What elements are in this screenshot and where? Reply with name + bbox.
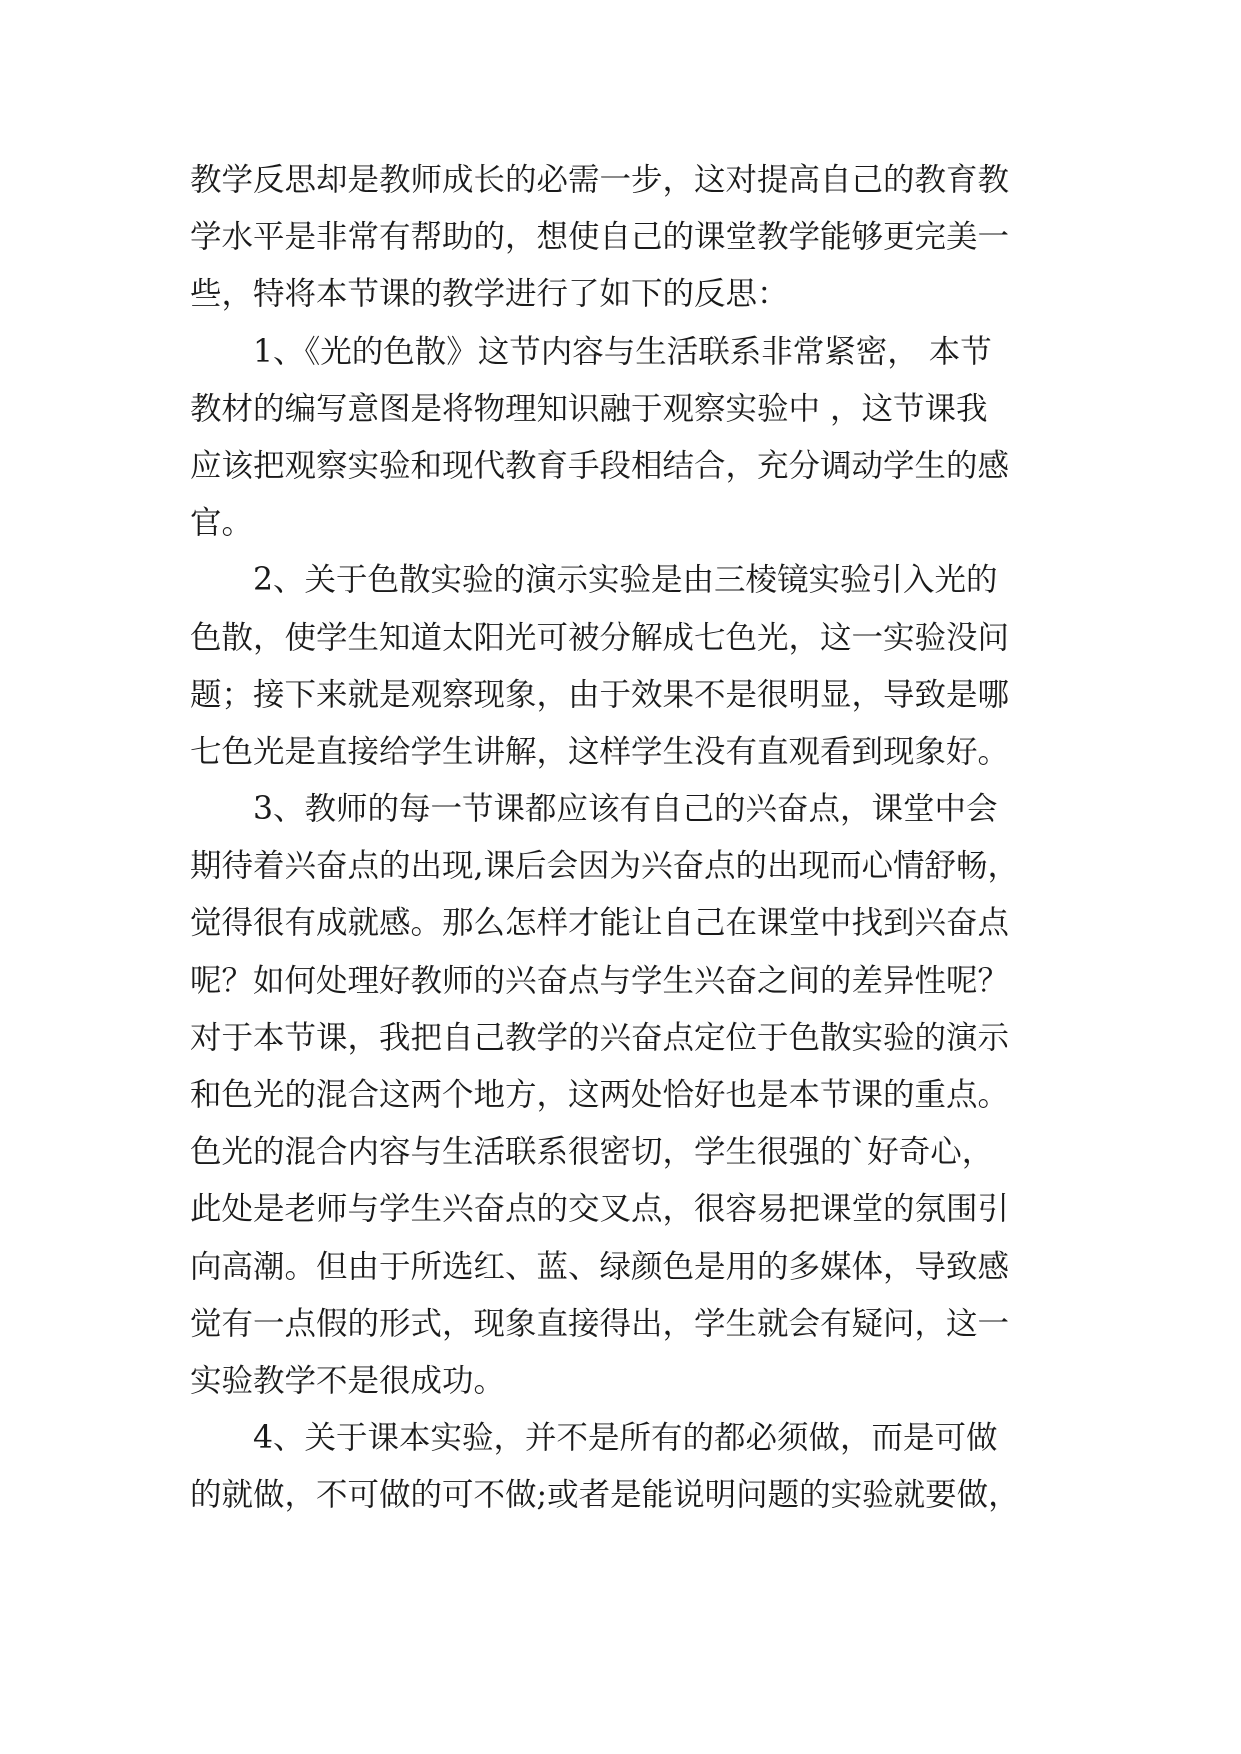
text-line: 期待着兴奋点的出现,课后会因为兴奋点的出现而心情舒畅， <box>190 848 1020 885</box>
text-line: 呢？如何处理好教师的兴奋点与学生兴奋之间的差异性呢？ <box>190 962 1010 999</box>
text-line: 2、关于色散实验的演示实验是由三棱镜实验引入光的 <box>253 562 998 599</box>
paragraph-1 <box>190 324 1070 553</box>
paragraph-intro <box>190 152 1070 324</box>
paragraph-2 <box>190 552 1070 781</box>
text-line: 教材的编写意图是将物理知识融于观察实验中 ，这节课我 <box>190 390 988 427</box>
text-line: 向高潮。但由于所选红、蓝、绿颜色是用的多媒体，导致感 <box>190 1248 1010 1285</box>
text-line: 题；接下来就是观察现象，由于效果不是很明显，导致是哪 <box>190 676 1010 713</box>
text-line: 教学反思却是教师成长的必需一步，这对提高自己的教育教 <box>190 162 1010 198</box>
text-line: 实验教学不是很成功。 <box>190 1362 506 1399</box>
paragraph-3 <box>190 781 1070 1410</box>
text-line: 4、关于课本实验，并不是所有的都必须做，而是可做 <box>253 1420 998 1457</box>
text-line: 学水平是非常有帮助的，想使自己的课堂教学能够更完美一 <box>190 219 1010 256</box>
text-line: 应该把观察实验和现代教育手段相结合，充分调动学生的感 <box>190 447 1010 484</box>
text-line: 此处是老师与学生兴奋点的交叉点，很容易把课堂的氛围引 <box>190 1191 1010 1228</box>
text-line: 七色光是直接给学生讲解，这样学生没有直观看到现象好。 <box>190 733 1010 770</box>
text-line: 的就做，不可做的可不做;或者是能说明问题的实验就要做， <box>190 1477 1020 1514</box>
text-line: 官。 <box>190 505 254 542</box>
text-line: 色光的混合内容与生活联系很密切，学生很强的`好奇心， <box>190 1134 994 1171</box>
text-line: 1、《光的色散》这节内容与生活联系非常紧密， 本节 <box>253 333 992 370</box>
text-line: 觉有一点假的形式，现象直接得出，学生就会有疑问，这一 <box>190 1305 1010 1342</box>
text-line: 色散，使学生知道太阳光可被分解成七色光，这一实验没问 <box>190 619 1010 656</box>
text-line: 觉得很有成就感。那么怎样才能让自己在课堂中找到兴奋点 <box>190 905 1010 942</box>
paragraph-4 <box>190 1410 1070 1524</box>
text-line: 和色光的混合这两个地方，这两处恰好也是本节课的重点。 <box>190 1077 1010 1113</box>
text-line: 3、教师的每一节课都应该有自己的兴奋点，课堂中会 <box>253 791 998 828</box>
document-body <box>190 152 1070 1525</box>
text-line: 些，特将本节课的教学进行了如下的反思： <box>190 276 789 313</box>
text-line: 对于本节课，我把自己教学的兴奋点定位于色散实验的演示 <box>190 1019 1010 1056</box>
